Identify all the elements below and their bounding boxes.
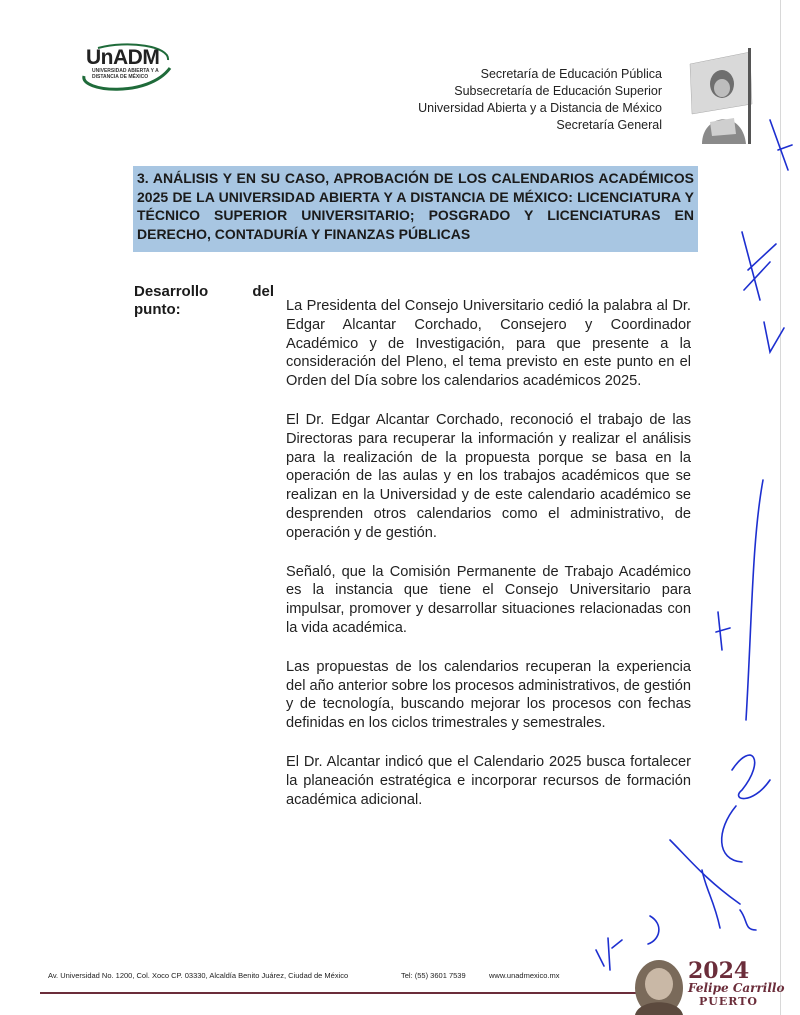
- footer-website[interactable]: www.unadmexico.mx: [489, 971, 560, 980]
- paragraph-4: Las propuestas de los calendarios recuperan la experiencia del año anterior sobre los procesos administrativos, de gestión y de tecnología, buscando mejorar los procesos con fechas definidas en los ciclos trimestrales y semestrales.: [286, 658, 691, 732]
- label-word-desarrollo: Desarrollo: [134, 283, 209, 300]
- seal-year: 2024: [688, 958, 750, 984]
- historical-portrait-image: [680, 44, 780, 144]
- section-title-box: 3. ANÁLISIS Y EN SU CASO, APROBACIÓN DE LOS CALENDARIOS ACADÉMICOS 2025 DE LA UNIVERSIDAD ABIERTA Y A DISTANCIA DE MÉXICO: LICENCIATURA Y TÉCNICO SUPERIOR UNIVERSITARIO; POSGRADO Y LICENCIATURAS EN DERECHO, CONTADURÍA Y FINANZAS PÚBLICAS: [133, 166, 698, 252]
- seal-name: Felipe Carrillo: [688, 981, 785, 995]
- footer-phone: Tel: (55) 3601 7539: [401, 971, 466, 980]
- paragraph-5: El Dr. Alcantar indicó que el Calendario 2025 busca fortalecer la planeación estratégica e incorporar recursos de formación académica adicional.: [286, 753, 691, 808]
- header-line-secretaria: Secretaría General: [556, 118, 662, 132]
- footer-divider: [40, 992, 660, 994]
- paragraph-2: El Dr. Edgar Alcantar Corchado, reconoció el trabajo de las Directoras para recuperar la información y realizar el análisis para la realización de la propuesta porque se basa en la operación de las aulas y en los trabajos académicos que se realizan en la Universidad y de este calendario académico se desprenden otros calendarios como el administrativo, de operación y de gestión.: [286, 411, 691, 541]
- header-line-unadm: Universidad Abierta y a Distancia de México: [418, 101, 662, 115]
- institution-header: [418, 66, 662, 134]
- paragraph-3: Señaló, que la Comisión Permanente de Trabajo Académico es la instancia que tiene el Consejo Universitario para impulsar, promover y desarrollar situaciones relacionadas con la vida académica.: [286, 563, 691, 636]
- label-row: [134, 283, 274, 301]
- page-edge-line: [780, 0, 781, 1015]
- seal-name-puerto: PUERTO: [699, 995, 758, 1008]
- body-text: [286, 297, 691, 829]
- label-word-del: del: [252, 283, 274, 300]
- paragraph-1: La Presidenta del Consejo Universitario cedió la palabra al Dr. Edgar Alcantar Corchado, Consejero y Coordinador Académico y de Investigación, para que presente a la consideración del Pleno, el tema previsto en este punto en el Orden del Día sobre los calendarios académicos 2025.: [286, 298, 691, 390]
- header-line-ses: Subsecretaría de Educación Superior: [454, 84, 662, 98]
- development-label: [134, 283, 274, 319]
- label-word-punto: punto:: [134, 301, 181, 318]
- header-line-sep: Secretaría de Educación Pública: [480, 67, 662, 81]
- logo-name: UnADM: [86, 46, 160, 69]
- footer-address: Av. Universidad No. 1200, Col. Xoco CP. 03330, Alcaldía Benito Juárez, Ciudad de México: [48, 971, 349, 980]
- logo-subtitle: UNIVERSIDAD ABIERTA Y A DISTANCIA DE MÉXICO: [92, 68, 159, 80]
